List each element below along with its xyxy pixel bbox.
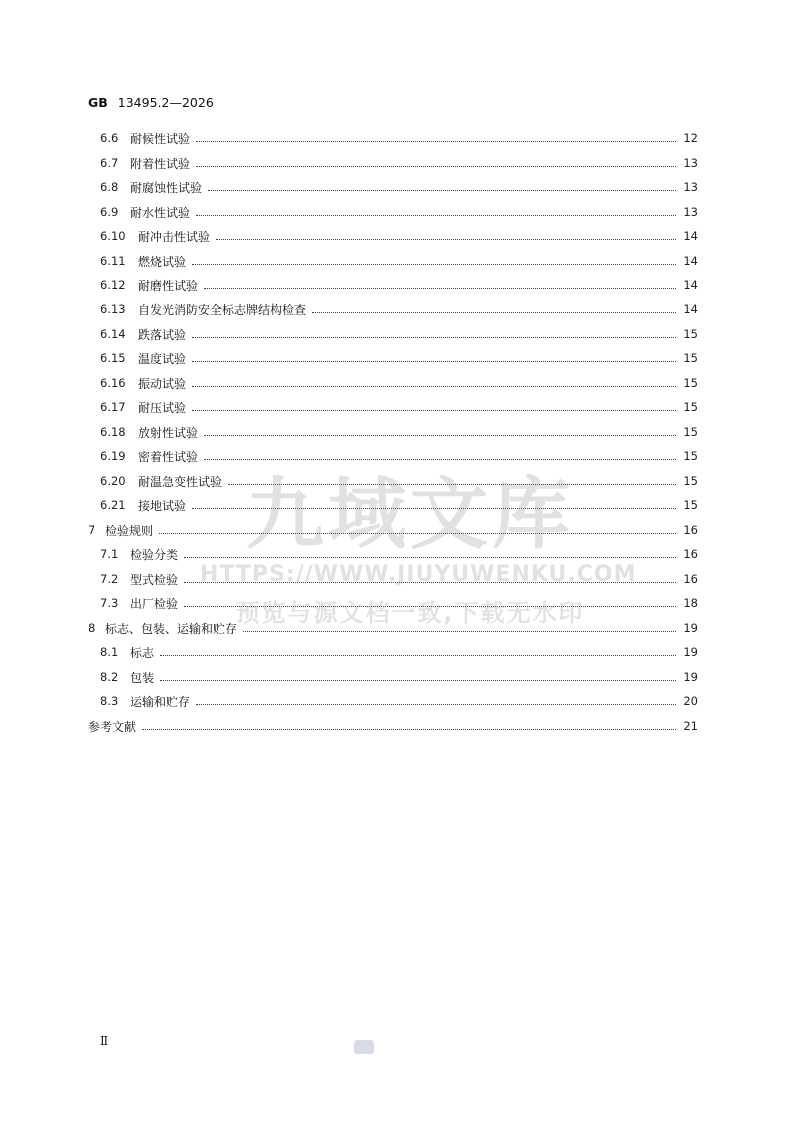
- toc-entry-page: 18: [683, 596, 698, 610]
- toc-entry-page: 15: [683, 327, 698, 341]
- toc-entry[interactable]: [100, 129, 698, 147]
- publisher-logo-icon: [354, 1040, 374, 1054]
- toc-entry-number: 6.15: [100, 351, 126, 365]
- toc-entry-page: 15: [683, 498, 698, 512]
- toc-entry-page: 20: [683, 694, 698, 708]
- toc-entry-number: 6.10: [100, 229, 126, 243]
- toc-entry-page: 12: [683, 131, 698, 145]
- toc-leader: [216, 239, 676, 240]
- toc-entry-page: 21: [683, 719, 698, 733]
- toc-entry[interactable]: [100, 472, 698, 490]
- standard-number: 13495.2—2026: [117, 95, 214, 110]
- toc-entry[interactable]: [100, 643, 698, 661]
- toc-entry-page: 14: [683, 254, 698, 268]
- toc-leader: [196, 141, 676, 142]
- toc-entry-page: 13: [683, 156, 698, 170]
- toc-entry[interactable]: [100, 178, 698, 196]
- toc-entry-page: 15: [683, 400, 698, 414]
- toc-entry-number: 7.2: [100, 572, 119, 586]
- toc-entry-number: 8.1: [100, 645, 119, 659]
- toc-entry-title: 耐候性试验: [130, 131, 191, 146]
- toc-entry-page: 14: [683, 278, 698, 292]
- toc-entry[interactable]: [88, 521, 698, 539]
- toc-leader: [204, 459, 676, 460]
- standard-code: GB: [88, 95, 108, 110]
- toc-entry[interactable]: [88, 717, 698, 735]
- toc-entry[interactable]: [100, 252, 698, 270]
- toc-entry-number: 6.13: [100, 302, 126, 316]
- toc-leader: [184, 582, 676, 583]
- toc-leader: [208, 190, 676, 191]
- toc-entry-title: 跌落试验: [138, 327, 187, 342]
- toc-entry-number: 6.7: [100, 156, 119, 170]
- toc-entry-title: 型式检验: [130, 572, 179, 587]
- toc-entry-title: 耐水性试验: [130, 205, 191, 220]
- toc-leader: [192, 264, 676, 265]
- toc-entry-page: 13: [683, 180, 698, 194]
- toc-leader: [196, 166, 676, 167]
- toc-entry-number: 6.17: [100, 400, 126, 414]
- toc-entry-number: 6.6: [100, 131, 119, 145]
- toc-entry[interactable]: [88, 619, 698, 637]
- toc-entry-number: 6.11: [100, 254, 126, 268]
- toc-entry[interactable]: [100, 594, 698, 612]
- toc-entry-number: 6.14: [100, 327, 126, 341]
- toc-entry-page: 19: [683, 621, 698, 635]
- toc-entry-number: 6.21: [100, 498, 126, 512]
- toc-entry-number: 6.19: [100, 449, 126, 463]
- toc-leader: [196, 215, 676, 216]
- toc-entry-title: 放射性试验: [138, 425, 199, 440]
- toc-entry[interactable]: [100, 276, 698, 294]
- toc-entry-title: 耐压试验: [138, 400, 187, 415]
- toc-entry-page: 16: [683, 523, 698, 537]
- toc-entry-title: 检验分类: [130, 547, 179, 562]
- toc-leader: [228, 484, 676, 485]
- toc-entry-number: 8.3: [100, 694, 119, 708]
- toc-leader: [160, 680, 676, 681]
- toc-entry-page: 16: [683, 547, 698, 561]
- toc-entry-title: 检验规则: [105, 523, 154, 538]
- toc-entry[interactable]: [100, 668, 698, 686]
- watermark-title: 九域文库: [245, 470, 574, 560]
- toc-entry-title: 标志、包装、运输和贮存: [105, 621, 238, 636]
- toc-entry-number: 8.2: [100, 670, 119, 684]
- toc-entry[interactable]: [100, 692, 698, 710]
- toc-entry-page: 19: [683, 670, 698, 684]
- toc-entry-page: 14: [683, 302, 698, 316]
- toc-entry-title: 包装: [130, 670, 155, 685]
- toc-entry-title: 密着性试验: [138, 449, 199, 464]
- toc-entry-title: 接地试验: [138, 498, 187, 513]
- toc-entry-title: 耐腐蚀性试验: [130, 180, 203, 195]
- toc-entry[interactable]: [100, 496, 698, 514]
- toc-entry-number: 6.18: [100, 425, 126, 439]
- toc-entry-title: 出厂检验: [130, 596, 179, 611]
- toc-entry-title: 附着性试验: [130, 156, 191, 171]
- toc-entry-number: 6.16: [100, 376, 126, 390]
- toc-entry-title: 耐温急变性试验: [138, 474, 223, 489]
- toc-entry[interactable]: [100, 423, 698, 441]
- toc-leader: [192, 337, 676, 338]
- toc-entry-title: 参考文献: [88, 719, 137, 734]
- toc-entry-number: 7: [88, 523, 96, 537]
- page-number: Ⅱ: [100, 1034, 109, 1048]
- toc-entry[interactable]: [100, 227, 698, 245]
- toc-entry-title: 振动试验: [138, 376, 187, 391]
- toc-entry-page: 16: [683, 572, 698, 586]
- toc-entry-number: 6.9: [100, 205, 119, 219]
- toc-leader: [184, 606, 676, 607]
- toc-entry-title: 耐冲击性试验: [138, 229, 211, 244]
- toc-entry-page: 15: [683, 351, 698, 365]
- toc-entry[interactable]: [100, 203, 698, 221]
- toc-entry[interactable]: [100, 374, 698, 392]
- toc-entry-number: 6.12: [100, 278, 126, 292]
- toc-entry-page: 13: [683, 205, 698, 219]
- toc-leader: [160, 655, 676, 656]
- toc-entry-title: 耐磨性试验: [138, 278, 199, 293]
- toc-entry[interactable]: [100, 398, 698, 416]
- toc-leader: [184, 557, 676, 558]
- watermark-notice: 预览与源文档一致,下载无水印: [235, 599, 585, 627]
- toc-entry-number: 8: [88, 621, 96, 635]
- toc-entry-page: 19: [683, 645, 698, 659]
- toc-entry-page: 14: [683, 229, 698, 243]
- toc-entry-title: 温度试验: [138, 351, 187, 366]
- toc-entry[interactable]: [100, 545, 698, 563]
- toc-entry-title: 标志: [130, 645, 155, 660]
- toc-entry-page: 15: [683, 376, 698, 390]
- toc-entry-title: 自发光消防安全标志牌结构检查: [138, 302, 307, 317]
- toc-entry-page: 15: [683, 425, 698, 439]
- toc-entry[interactable]: [100, 349, 698, 367]
- toc-leader: [204, 435, 676, 436]
- toc-leader: [192, 386, 676, 387]
- toc-entry-page: 15: [683, 449, 698, 463]
- toc-leader: [243, 631, 676, 632]
- toc-entry-title: 燃烧试验: [138, 254, 187, 269]
- toc-leader: [204, 288, 676, 289]
- toc-entry[interactable]: [100, 325, 698, 343]
- toc-entry[interactable]: [100, 570, 698, 588]
- toc-leader: [192, 410, 676, 411]
- watermark-url: HTTPS://WWW.JIUYUWENKU.COM: [200, 562, 637, 587]
- toc-entry[interactable]: [100, 447, 698, 465]
- toc-entry[interactable]: [100, 154, 698, 172]
- toc-entry-title: 运输和贮存: [130, 694, 191, 709]
- toc-entry-number: 6.20: [100, 474, 126, 488]
- toc-leader: [142, 729, 676, 730]
- toc-entry-page: 15: [683, 474, 698, 488]
- toc-entry-number: 6.8: [100, 180, 119, 194]
- toc-entry-number: 7.3: [100, 596, 119, 610]
- toc-leader: [196, 704, 676, 705]
- toc-entry-number: 7.1: [100, 547, 119, 561]
- toc-leader: [159, 533, 676, 534]
- toc-leader: [312, 312, 676, 313]
- toc-entry[interactable]: [100, 300, 698, 318]
- toc-leader: [192, 508, 676, 509]
- toc-leader: [192, 361, 676, 362]
